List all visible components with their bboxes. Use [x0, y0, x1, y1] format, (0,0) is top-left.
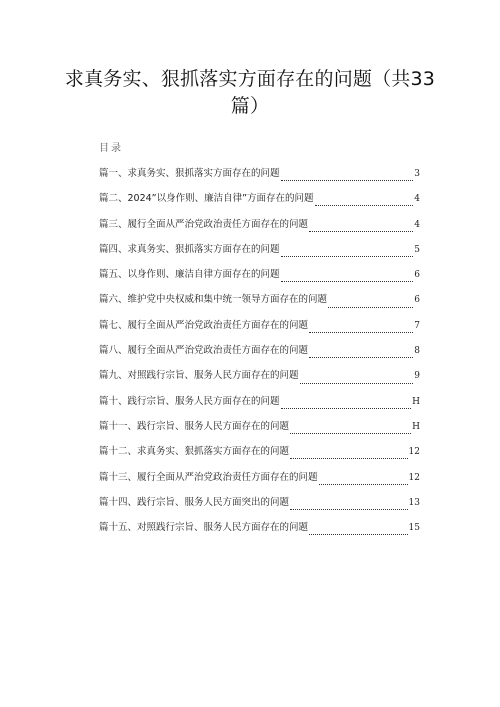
toc-leader-dots [281, 408, 412, 409]
toc-entry-page: 13 [408, 497, 420, 508]
toc-entry[interactable] [99, 494, 420, 519]
toc-leader-dots [309, 534, 408, 535]
toc-entry-page: 9 [414, 371, 420, 382]
toc-entry-label: 篇四、求真务实、狠抓落实方面存在的问题 [99, 243, 280, 255]
toc-leader-dots [300, 383, 414, 384]
toc-leader-dots [281, 281, 414, 282]
toc-entry-page: 5 [414, 244, 420, 255]
toc-entry-label: 篇二、2024”以身作则、廉洁自律”方面存在的问题 [99, 193, 314, 205]
toc-entry-page: H [412, 421, 420, 432]
toc-leader-dots [328, 307, 413, 308]
document-title: 求真务实、狠抓落实方面存在的问题（共33篇） [64, 68, 436, 117]
toc-entry-page: 4 [414, 194, 420, 205]
toc-entry-page: 3 [414, 169, 420, 179]
toc-entry[interactable] [99, 342, 420, 367]
toc-entry-label: 篇三、履行全面从严治党政治责任方面存在的问题 [99, 218, 309, 230]
toc-entry-label: 篇十四、践行宗旨、服务人民方面突出的问题 [99, 496, 290, 508]
toc-entry[interactable] [99, 291, 420, 316]
toc-entry-label: 篇九、对照践行宗旨、服务人民方面存在的问题 [99, 370, 299, 382]
toc-entry-page: 8 [414, 346, 420, 357]
toc-entry-label: 篇十二、求真务实、狠抓落实方面存在的问题 [99, 446, 290, 458]
toc-entry[interactable] [99, 266, 420, 291]
toc-entry[interactable] [99, 443, 420, 468]
toc-entry[interactable] [99, 393, 420, 418]
toc-entry-page: 6 [414, 295, 420, 306]
toc-leader-dots [281, 256, 414, 257]
toc-entry-page: 6 [414, 270, 420, 281]
toc-heading: 目录 [99, 143, 123, 154]
toc-entry-page: 12 [408, 447, 420, 458]
toc-entry-label: 篇六、维护党中央权威和集中统一领导方面存在的问题 [99, 294, 328, 306]
toc-leader-dots [309, 231, 413, 232]
toc-entry-page: H [412, 396, 420, 407]
toc-leader-dots [281, 180, 414, 181]
toc-entry-page: 4 [414, 219, 420, 230]
toc-entry-page: 12 [408, 472, 420, 483]
toc-leader-dots [290, 458, 408, 459]
toc-entry[interactable] [99, 469, 420, 494]
toc-entry[interactable] [99, 418, 420, 443]
toc-entry-page: 7 [414, 320, 420, 331]
toc-entry-label: 篇十五、对照践行宗旨、服务人民方面存在的问题 [99, 522, 309, 534]
toc-entry-label: 篇七、履行全面从严治党政治责任方面存在的问题 [99, 319, 309, 331]
toc-leader-dots [319, 484, 408, 485]
toc-entry-label: 篇一、求真务实、狠抓落实方面存在的问题 [99, 168, 280, 179]
toc-entry-label: 篇十、践行宗旨、服务人民方面存在的问题 [99, 395, 280, 407]
toc-entry-label: 篇十三、履行全面从严治党政治责任方面存在的问题 [99, 471, 318, 483]
toc-entry[interactable] [99, 241, 420, 266]
toc-leader-dots [290, 433, 411, 434]
toc-entry-label: 篇十一、践行宗旨、服务人民方面存在的问题 [99, 420, 290, 432]
toc-entry-label: 篇八、履行全面从严治党政治责任方面存在的问题 [99, 345, 309, 357]
toc-leader-dots [309, 332, 413, 333]
toc-leader-dots [315, 205, 414, 206]
toc-leader-dots [309, 357, 413, 358]
toc-entry-page: 15 [408, 523, 420, 534]
toc-entry[interactable] [99, 367, 420, 392]
toc-entry[interactable] [99, 317, 420, 342]
toc-leader-dots [290, 509, 408, 510]
toc-entry[interactable] [99, 519, 420, 544]
toc-entry[interactable] [99, 190, 420, 215]
table-of-contents [99, 165, 420, 544]
toc-entry-label: 篇五、以身作则、廉洁自律方面存在的问题 [99, 269, 280, 281]
toc-entry[interactable] [99, 165, 420, 190]
toc-entry[interactable] [99, 216, 420, 241]
